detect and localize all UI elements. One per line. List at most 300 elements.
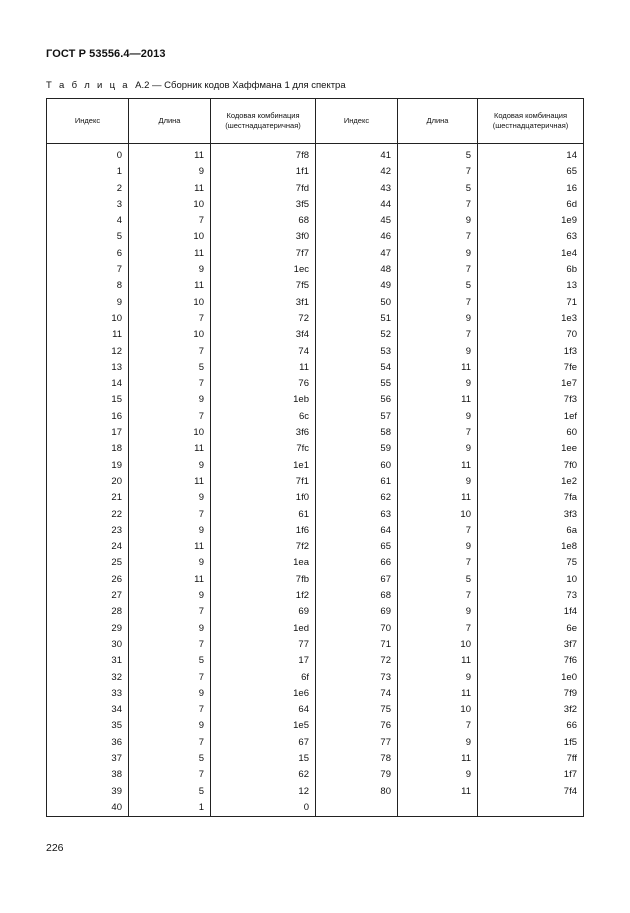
- cell-length: 7: [398, 425, 478, 441]
- cell-length: 9: [129, 490, 211, 506]
- cell-index: 1: [47, 164, 129, 180]
- cell-length: 5: [398, 572, 478, 588]
- cell-codeword: 1ea: [211, 555, 316, 571]
- cell-codeword: 1f0: [211, 490, 316, 506]
- cell-length: 1: [129, 800, 211, 817]
- cell-codeword: 14: [478, 148, 584, 164]
- cell-length: 11: [398, 653, 478, 669]
- cell-codeword: 1f5: [478, 735, 584, 751]
- cell-codeword: 71: [478, 295, 584, 311]
- cell-codeword: 1ee: [478, 441, 584, 457]
- table-row: [47, 588, 584, 604]
- cell-codeword: 1f4: [478, 604, 584, 620]
- cell-codeword: 76: [211, 376, 316, 392]
- cell-index: 68: [316, 588, 398, 604]
- cell-length: 10: [129, 425, 211, 441]
- cell-codeword: 62: [211, 767, 316, 783]
- cell-codeword: 1e3: [478, 311, 584, 327]
- cell-index: 16: [47, 409, 129, 425]
- table-row: [47, 360, 584, 376]
- cell-length: 11: [129, 181, 211, 197]
- cell-index: 74: [316, 686, 398, 702]
- cell-index: 50: [316, 295, 398, 311]
- table-row: [47, 784, 584, 800]
- cell-length: 7: [398, 327, 478, 343]
- cell-codeword: 7f2: [211, 539, 316, 555]
- caption-prefix: Т а б л и ц а: [46, 80, 130, 91]
- table-row: [47, 197, 584, 213]
- table-row: [47, 278, 584, 294]
- table-row: [47, 621, 584, 637]
- cell-length: 7: [398, 718, 478, 734]
- cell-index: 19: [47, 458, 129, 474]
- cell-codeword: 3f5: [211, 197, 316, 213]
- cell-index: 22: [47, 507, 129, 523]
- cell-length: 7: [398, 588, 478, 604]
- cell-codeword: 7f9: [478, 686, 584, 702]
- cell-index: 38: [47, 767, 129, 783]
- cell-codeword: 1f6: [211, 523, 316, 539]
- cell-index: 48: [316, 262, 398, 278]
- cell-length: 10: [398, 507, 478, 523]
- cell-length: 9: [129, 164, 211, 180]
- page-number: 226: [46, 842, 64, 854]
- cell-codeword: 6a: [478, 523, 584, 539]
- cell-length: 11: [129, 572, 211, 588]
- cell-index: 15: [47, 392, 129, 408]
- cell-index: 39: [47, 784, 129, 800]
- table-row: [47, 735, 584, 751]
- cell-length: 5: [129, 360, 211, 376]
- cell-length: 9: [398, 344, 478, 360]
- cell-length: 7: [398, 621, 478, 637]
- cell-codeword: 69: [211, 604, 316, 620]
- cell-length: 9: [129, 523, 211, 539]
- table-row: [47, 767, 584, 783]
- cell-index: 42: [316, 164, 398, 180]
- cell-codeword: 6b: [478, 262, 584, 278]
- cell-length: 9: [398, 670, 478, 686]
- cell-index: 79: [316, 767, 398, 783]
- table-row: [47, 246, 584, 262]
- cell-index: 77: [316, 735, 398, 751]
- cell-codeword: 3f3: [478, 507, 584, 523]
- cell-index: 14: [47, 376, 129, 392]
- cell-codeword: 74: [211, 344, 316, 360]
- cell-index: 70: [316, 621, 398, 637]
- table-header-row: [47, 99, 584, 144]
- cell-codeword: 7fb: [211, 572, 316, 588]
- column-header-index: Индекс: [47, 99, 129, 144]
- table-row: [47, 718, 584, 734]
- cell-index: 63: [316, 507, 398, 523]
- cell-codeword: 7f5: [211, 278, 316, 294]
- cell-codeword: 1e1: [211, 458, 316, 474]
- cell-length: 7: [398, 523, 478, 539]
- cell-length: 9: [398, 246, 478, 262]
- cell-index: 51: [316, 311, 398, 327]
- cell-codeword: 68: [211, 213, 316, 229]
- cell-codeword: 3f1: [211, 295, 316, 311]
- table-row: [47, 604, 584, 620]
- cell-length: 9: [129, 555, 211, 571]
- cell-index: 17: [47, 425, 129, 441]
- cell-index: 7: [47, 262, 129, 278]
- cell-length: 7: [398, 164, 478, 180]
- cell-codeword: 64: [211, 702, 316, 718]
- cell-index: 62: [316, 490, 398, 506]
- table-row: [47, 670, 584, 686]
- cell-length: 9: [398, 409, 478, 425]
- cell-index: 11: [47, 327, 129, 343]
- cell-index: 58: [316, 425, 398, 441]
- cell-length: 11: [129, 246, 211, 262]
- cell-index: 0: [47, 148, 129, 164]
- cell-codeword: 7fe: [478, 360, 584, 376]
- cell-index: 60: [316, 458, 398, 474]
- cell-index: 66: [316, 555, 398, 571]
- cell-codeword: 7ff: [478, 751, 584, 767]
- cell-index: 5: [47, 229, 129, 245]
- cell-index: 21: [47, 490, 129, 506]
- table-row: [47, 409, 584, 425]
- cell-codeword: 1ed: [211, 621, 316, 637]
- cell-codeword: 1f1: [211, 164, 316, 180]
- cell-length: 7: [129, 767, 211, 783]
- cell-length: 7: [398, 295, 478, 311]
- cell-length: 9: [129, 588, 211, 604]
- table-row: [47, 800, 584, 817]
- cell-length: 9: [129, 458, 211, 474]
- cell-length: 5: [398, 278, 478, 294]
- cell-index: 72: [316, 653, 398, 669]
- cell-index: 54: [316, 360, 398, 376]
- table-row: [47, 295, 584, 311]
- cell-length: 7: [129, 311, 211, 327]
- table-row: [47, 686, 584, 702]
- cell-length: 10: [129, 327, 211, 343]
- huffman-code-table: [46, 98, 584, 817]
- cell-codeword: 61: [211, 507, 316, 523]
- table-row: [47, 425, 584, 441]
- cell-length: 10: [129, 197, 211, 213]
- cell-length: 9: [398, 311, 478, 327]
- cell-length: 9: [398, 376, 478, 392]
- cell-codeword: 1e4: [478, 246, 584, 262]
- cell-index: 41: [316, 148, 398, 164]
- cell-length: 7: [129, 376, 211, 392]
- cell-index: 47: [316, 246, 398, 262]
- cell-length: [398, 800, 478, 817]
- cell-index: 3: [47, 197, 129, 213]
- cell-codeword: 1e8: [478, 539, 584, 555]
- cell-index: 52: [316, 327, 398, 343]
- table-row: [47, 523, 584, 539]
- cell-index: 37: [47, 751, 129, 767]
- cell-codeword: 7f8: [211, 148, 316, 164]
- cell-codeword: 1f2: [211, 588, 316, 604]
- cell-codeword: 3f2: [478, 702, 584, 718]
- cell-codeword: 13: [478, 278, 584, 294]
- table-row: [47, 392, 584, 408]
- cell-codeword: 7f6: [478, 653, 584, 669]
- cell-codeword: 7f7: [211, 246, 316, 262]
- cell-index: 46: [316, 229, 398, 245]
- column-header-index: Индекс: [316, 99, 398, 144]
- cell-index: 36: [47, 735, 129, 751]
- cell-index: 56: [316, 392, 398, 408]
- table-row: [47, 229, 584, 245]
- table-row: [47, 376, 584, 392]
- cell-codeword: 6e: [478, 621, 584, 637]
- cell-codeword: 12: [211, 784, 316, 800]
- cell-length: 11: [129, 474, 211, 490]
- cell-index: 25: [47, 555, 129, 571]
- cell-codeword: 10: [478, 572, 584, 588]
- table-row: [47, 751, 584, 767]
- cell-index: 53: [316, 344, 398, 360]
- cell-codeword: 0: [211, 800, 316, 817]
- cell-length: 7: [129, 735, 211, 751]
- cell-codeword: 1eb: [211, 392, 316, 408]
- cell-length: 11: [398, 458, 478, 474]
- cell-index: 80: [316, 784, 398, 800]
- cell-codeword: 7f3: [478, 392, 584, 408]
- cell-length: 5: [129, 751, 211, 767]
- cell-length: 7: [129, 637, 211, 653]
- cell-length: 9: [129, 686, 211, 702]
- cell-codeword: 1ef: [478, 409, 584, 425]
- cell-length: 9: [398, 441, 478, 457]
- cell-length: 7: [398, 555, 478, 571]
- cell-length: 9: [398, 213, 478, 229]
- table-row: [47, 702, 584, 718]
- table-row: [47, 474, 584, 490]
- cell-index: 57: [316, 409, 398, 425]
- table-row: [47, 262, 584, 278]
- cell-length: 10: [129, 229, 211, 245]
- column-header-length: Длина: [129, 99, 211, 144]
- cell-index: 35: [47, 718, 129, 734]
- cell-index: 61: [316, 474, 398, 490]
- cell-length: 9: [129, 262, 211, 278]
- cell-codeword: 65: [478, 164, 584, 180]
- cell-codeword: 1ec: [211, 262, 316, 278]
- table-row: [47, 507, 584, 523]
- cell-index: 8: [47, 278, 129, 294]
- cell-codeword: 66: [478, 718, 584, 734]
- cell-index: 78: [316, 751, 398, 767]
- cell-codeword: 73: [478, 588, 584, 604]
- cell-index: 69: [316, 604, 398, 620]
- cell-codeword: 1e7: [478, 376, 584, 392]
- cell-codeword: 60: [478, 425, 584, 441]
- cell-codeword: 1e9: [478, 213, 584, 229]
- cell-codeword: 7f4: [478, 784, 584, 800]
- table-row: [47, 164, 584, 180]
- cell-length: 7: [129, 344, 211, 360]
- cell-index: 49: [316, 278, 398, 294]
- cell-codeword: 1e5: [211, 718, 316, 734]
- cell-codeword: 7fd: [211, 181, 316, 197]
- cell-length: 7: [398, 262, 478, 278]
- cell-length: 11: [398, 490, 478, 506]
- cell-codeword: 6d: [478, 197, 584, 213]
- table-caption: [46, 80, 346, 91]
- cell-length: 7: [129, 670, 211, 686]
- cell-index: 44: [316, 197, 398, 213]
- cell-length: 9: [398, 604, 478, 620]
- cell-codeword: 15: [211, 751, 316, 767]
- cell-length: 5: [129, 653, 211, 669]
- column-header-codeword: Кодовая комбинация (шестнадцатеричная): [478, 99, 584, 144]
- cell-index: 27: [47, 588, 129, 604]
- cell-length: 5: [129, 784, 211, 800]
- cell-index: 43: [316, 181, 398, 197]
- cell-index: 2: [47, 181, 129, 197]
- table-body: [47, 144, 584, 817]
- cell-length: 11: [398, 784, 478, 800]
- cell-codeword: 7fc: [211, 441, 316, 457]
- cell-codeword: 77: [211, 637, 316, 653]
- caption-text: А.2 — Сборник кодов Хаффмана 1 для спектра: [135, 80, 346, 91]
- cell-length: 9: [398, 735, 478, 751]
- cell-codeword: 3f7: [478, 637, 584, 653]
- cell-index: 32: [47, 670, 129, 686]
- cell-index: 33: [47, 686, 129, 702]
- cell-codeword: [478, 800, 584, 817]
- cell-length: 9: [398, 767, 478, 783]
- cell-length: 9: [129, 392, 211, 408]
- table-row: [47, 344, 584, 360]
- table-row: [47, 490, 584, 506]
- cell-codeword: 3f4: [211, 327, 316, 343]
- cell-index: 55: [316, 376, 398, 392]
- table-row: [47, 327, 584, 343]
- cell-codeword: 1f7: [478, 767, 584, 783]
- cell-codeword: 1e2: [478, 474, 584, 490]
- cell-codeword: 7f0: [478, 458, 584, 474]
- cell-index: [316, 800, 398, 817]
- cell-index: 24: [47, 539, 129, 555]
- cell-index: 30: [47, 637, 129, 653]
- cell-codeword: 75: [478, 555, 584, 571]
- cell-codeword: 17: [211, 653, 316, 669]
- cell-index: 45: [316, 213, 398, 229]
- cell-length: 5: [398, 148, 478, 164]
- cell-length: 11: [398, 686, 478, 702]
- table-row: [47, 653, 584, 669]
- cell-length: 11: [129, 539, 211, 555]
- cell-index: 26: [47, 572, 129, 588]
- cell-length: 7: [129, 213, 211, 229]
- cell-index: 9: [47, 295, 129, 311]
- cell-length: 7: [398, 197, 478, 213]
- cell-length: 10: [398, 637, 478, 653]
- cell-codeword: 3f0: [211, 229, 316, 245]
- cell-length: 5: [398, 181, 478, 197]
- cell-index: 31: [47, 653, 129, 669]
- cell-length: 7: [129, 507, 211, 523]
- cell-length: 9: [398, 474, 478, 490]
- cell-index: 4: [47, 213, 129, 229]
- cell-index: 13: [47, 360, 129, 376]
- cell-length: 7: [129, 702, 211, 718]
- cell-index: 67: [316, 572, 398, 588]
- cell-length: 9: [129, 621, 211, 637]
- cell-codeword: 16: [478, 181, 584, 197]
- cell-length: 11: [129, 278, 211, 294]
- cell-codeword: 6c: [211, 409, 316, 425]
- column-header-codeword: Кодовая комбинация (шестнадцатеричная): [211, 99, 316, 144]
- cell-codeword: 1f3: [478, 344, 584, 360]
- cell-codeword: 63: [478, 229, 584, 245]
- cell-index: 12: [47, 344, 129, 360]
- cell-length: 11: [398, 392, 478, 408]
- cell-index: 71: [316, 637, 398, 653]
- cell-length: 11: [129, 148, 211, 164]
- cell-length: 7: [398, 229, 478, 245]
- cell-index: 23: [47, 523, 129, 539]
- table-row: [47, 441, 584, 457]
- cell-index: 34: [47, 702, 129, 718]
- cell-length: 9: [398, 539, 478, 555]
- cell-index: 18: [47, 441, 129, 457]
- table-row: [47, 572, 584, 588]
- cell-codeword: 72: [211, 311, 316, 327]
- cell-length: 11: [398, 751, 478, 767]
- cell-length: 11: [129, 441, 211, 457]
- cell-length: 9: [129, 718, 211, 734]
- cell-index: 65: [316, 539, 398, 555]
- column-header-length: Длина: [398, 99, 478, 144]
- cell-index: 10: [47, 311, 129, 327]
- cell-index: 75: [316, 702, 398, 718]
- cell-codeword: 6f: [211, 670, 316, 686]
- cell-length: 11: [398, 360, 478, 376]
- table-row: [47, 148, 584, 164]
- table-row: [47, 637, 584, 653]
- cell-length: 7: [129, 604, 211, 620]
- cell-index: 76: [316, 718, 398, 734]
- cell-codeword: 1e6: [211, 686, 316, 702]
- cell-index: 59: [316, 441, 398, 457]
- table-row: [47, 539, 584, 555]
- cell-index: 29: [47, 621, 129, 637]
- document-code: ГОСТ Р 53556.4—2013: [46, 48, 166, 60]
- cell-index: 40: [47, 800, 129, 817]
- cell-index: 73: [316, 670, 398, 686]
- table-row: [47, 555, 584, 571]
- cell-codeword: 11: [211, 360, 316, 376]
- cell-codeword: 67: [211, 735, 316, 751]
- cell-length: 10: [129, 295, 211, 311]
- cell-codeword: 70: [478, 327, 584, 343]
- cell-index: 64: [316, 523, 398, 539]
- cell-index: 20: [47, 474, 129, 490]
- cell-codeword: 7f1: [211, 474, 316, 490]
- table-row: [47, 181, 584, 197]
- cell-length: 10: [398, 702, 478, 718]
- cell-codeword: 3f6: [211, 425, 316, 441]
- cell-length: 7: [129, 409, 211, 425]
- table-row: [47, 458, 584, 474]
- cell-index: 28: [47, 604, 129, 620]
- table-row: [47, 213, 584, 229]
- cell-codeword: 7fa: [478, 490, 584, 506]
- cell-codeword: 1e0: [478, 670, 584, 686]
- table-row: [47, 311, 584, 327]
